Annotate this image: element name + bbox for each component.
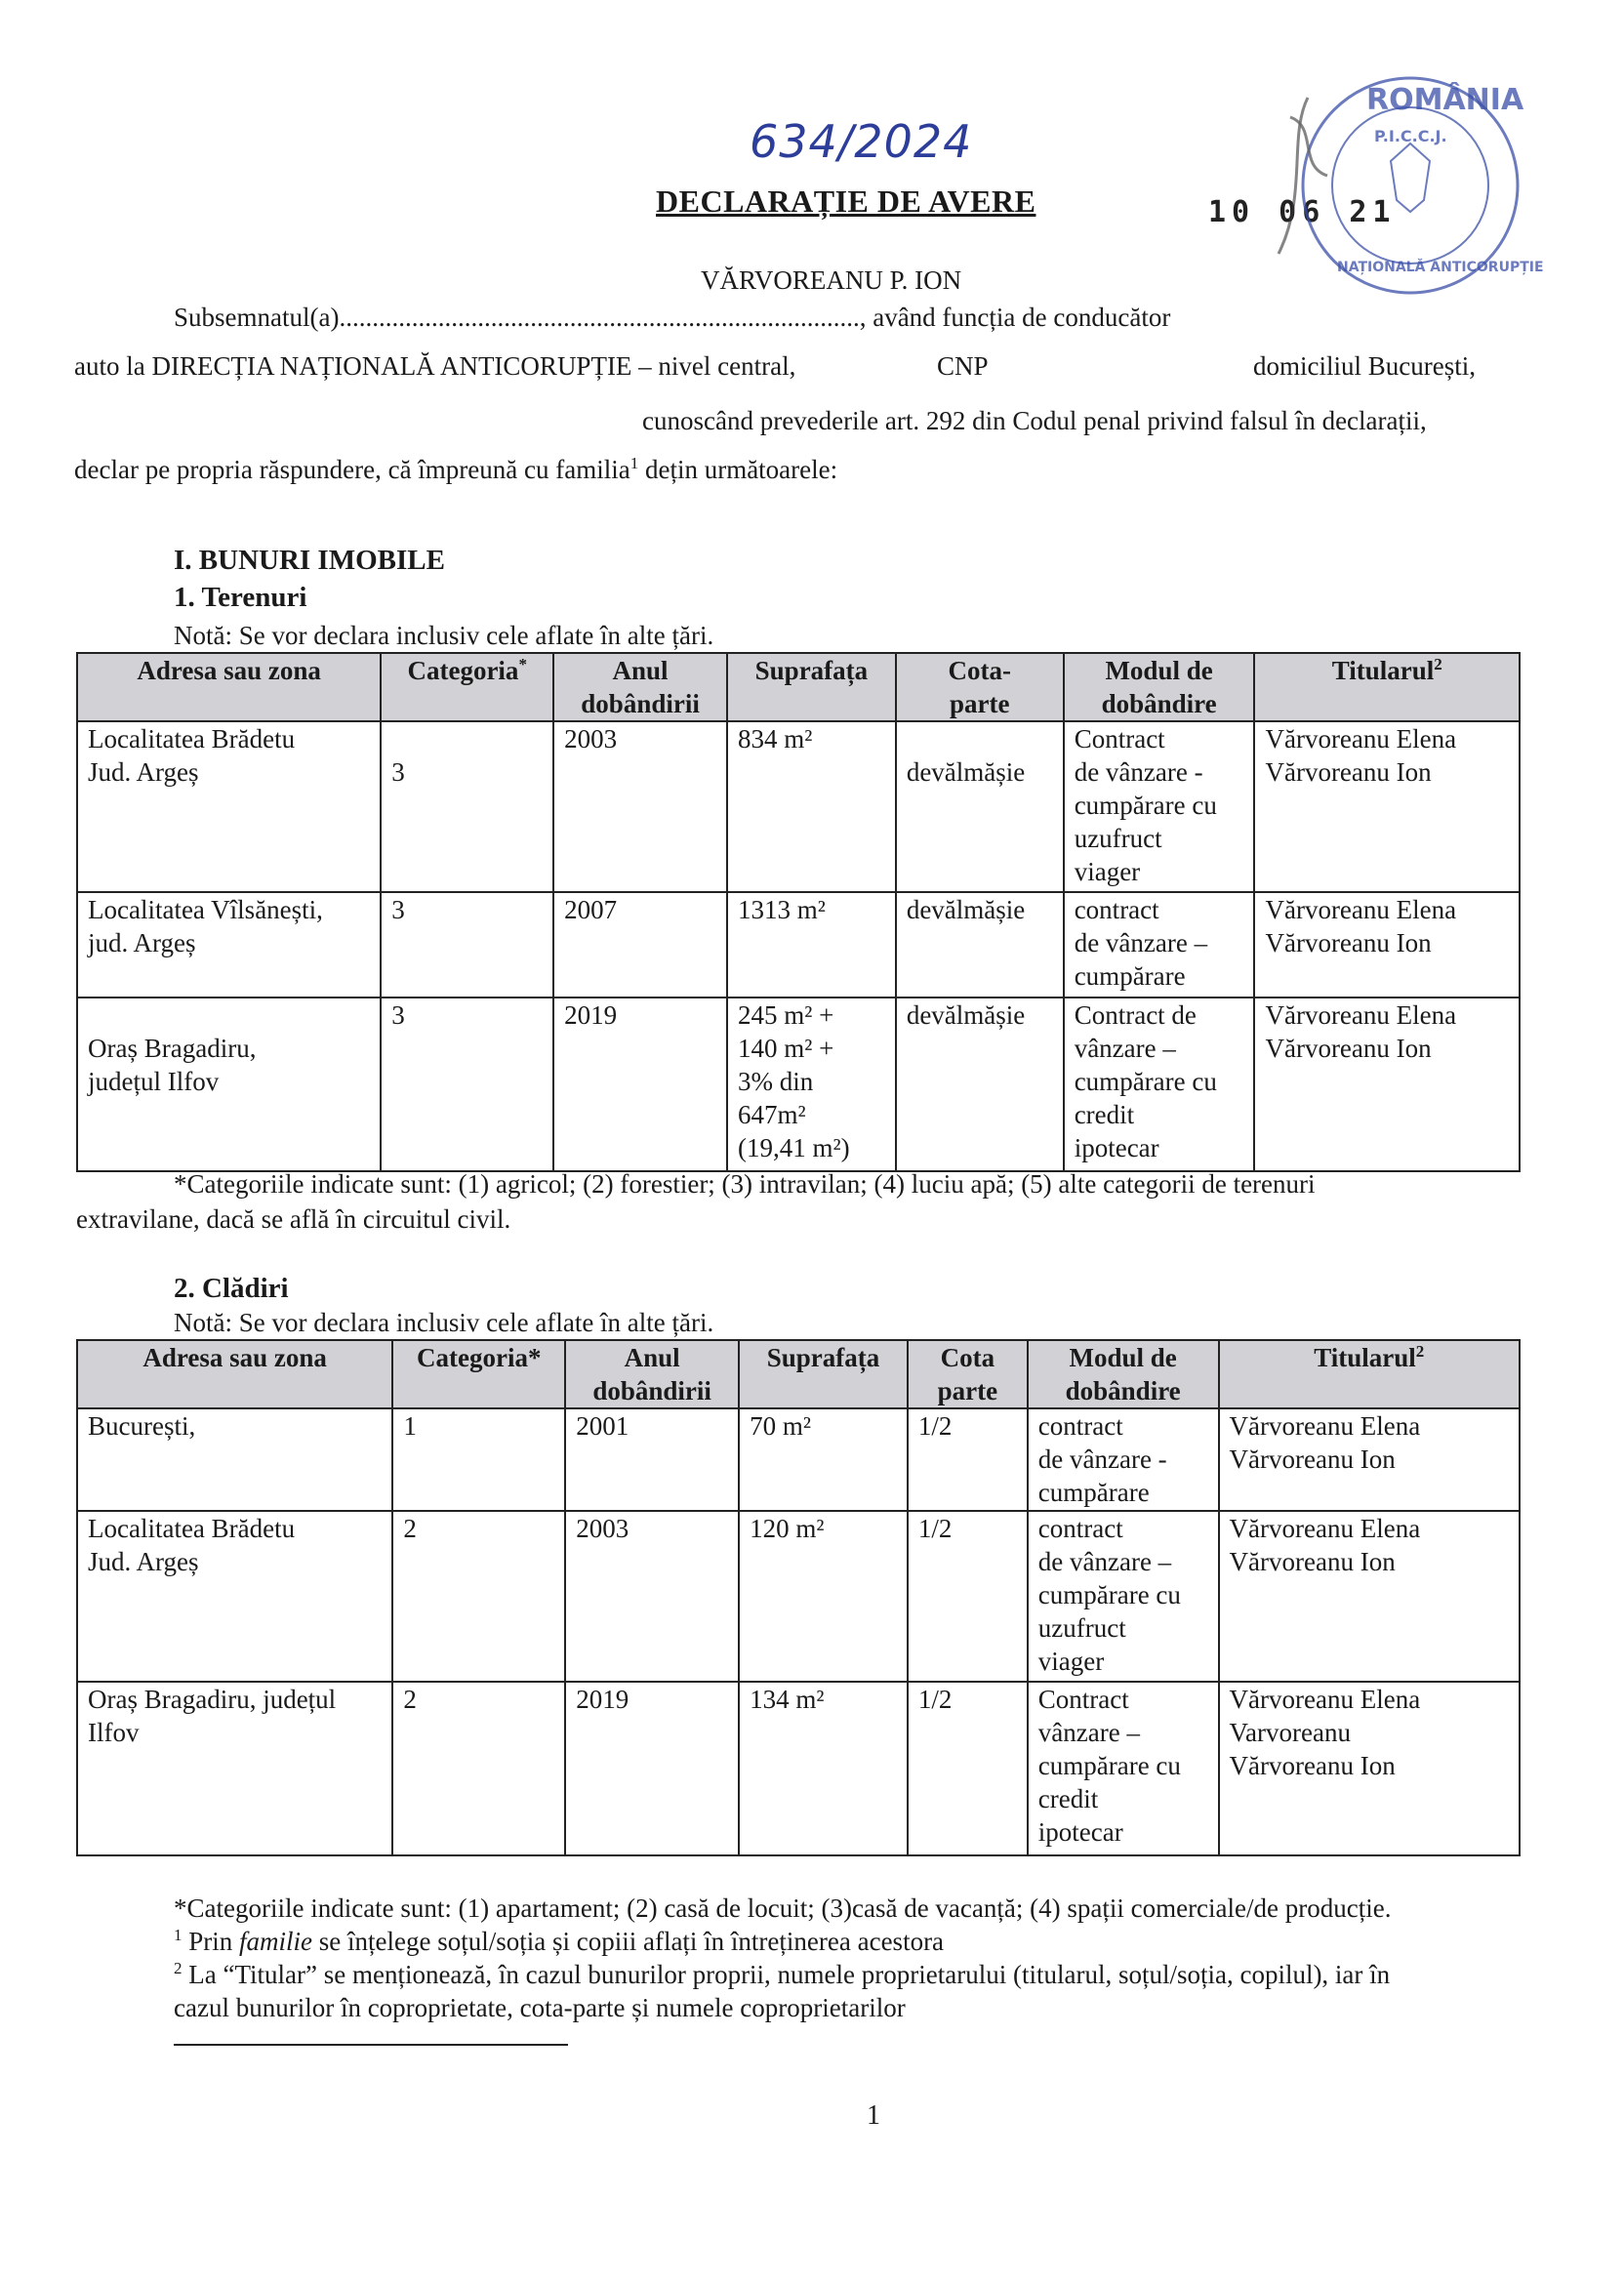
table-cell: contract de vânzare – cumpărare cu uzufruct viager xyxy=(1028,1511,1219,1682)
column-header xyxy=(381,653,553,721)
column-header xyxy=(77,1340,392,1408)
function-text: , având funcția de conducător xyxy=(859,303,1171,332)
table-cell: 134 m² xyxy=(739,1682,908,1855)
column-header-text: Cota parte xyxy=(937,1343,998,1405)
intro-line-2b: CNP xyxy=(937,351,989,381)
table-cell: 3 xyxy=(381,721,553,892)
column-header xyxy=(739,1340,908,1408)
footnote-1-b: se înțelege soțul/soția și copiii aflați în întreținerea acestora xyxy=(312,1927,945,1956)
intro-line-3: cunoscând prevederile art. 292 din Codul penal privind falsul în declarații, xyxy=(642,406,1427,435)
note-terenuri: Notă: Se vor declara inclusiv cele aflate în alte țări. xyxy=(174,621,714,650)
stamp-date: 10 06 21 xyxy=(1208,195,1397,229)
intro-line-4-b: dețin următoarele: xyxy=(638,455,838,484)
column-header-text: Cota- parte xyxy=(948,656,1011,718)
column-header xyxy=(896,653,1064,721)
column-header xyxy=(727,653,896,721)
table-terenuri xyxy=(76,652,1521,1172)
table-cell: devălmășie xyxy=(896,892,1064,998)
footnote-marker: 2 xyxy=(1434,655,1442,673)
table-cell: 245 m² + 140 m² + 3% din 647m² (19,41 m²) xyxy=(727,998,896,1171)
table-cell: contract de vânzare – cumpărare xyxy=(1064,892,1255,998)
column-header-text: Categoria* xyxy=(417,1343,542,1372)
table-cell: 2001 xyxy=(565,1408,739,1511)
table-cell: Oraș Bragadiru, județul Ilfov xyxy=(77,1682,392,1855)
subsection-terenuri: 1. Terenuri xyxy=(174,582,307,613)
declarant-name: VĂRVOREANU P. ION xyxy=(701,265,962,295)
column-header-text: Adresa sau zona xyxy=(137,656,321,685)
section-title: I. BUNURI IMOBILE xyxy=(174,545,445,576)
column-header xyxy=(908,1340,1028,1408)
footnote-2-line-2: cazul bunurilor în coproprietate, cota-parte și numele coproprietarilor xyxy=(174,1993,906,2022)
table-row xyxy=(77,1511,1520,1682)
table-cell: 2019 xyxy=(565,1682,739,1855)
table-row xyxy=(77,892,1520,998)
table-cladiri xyxy=(76,1339,1521,1856)
table-cell: Localitatea Brădetu Jud. Argeș xyxy=(77,721,381,892)
column-header-text: Anul dobândirii xyxy=(581,656,700,718)
document-title: DECLARAȚIE DE AVERE xyxy=(656,183,1036,219)
column-header xyxy=(565,1340,739,1408)
table-cell: contract de vânzare - cumpărare xyxy=(1028,1408,1219,1511)
column-header-text: Titularul xyxy=(1314,1343,1416,1372)
column-header xyxy=(1254,653,1520,721)
table-cell: 2019 xyxy=(553,998,727,1171)
footnote-marker: * xyxy=(518,655,527,673)
table-cell: Vărvoreanu Elena Vărvoreanu Ion xyxy=(1219,1408,1520,1511)
seal-text-bottom: NAȚIONALĂ ANTICORUPȚIE xyxy=(1337,260,1544,275)
table-cell: 2007 xyxy=(553,892,727,998)
table-cell: 1 xyxy=(392,1408,565,1511)
note-cladiri: Notă: Se vor declara inclusiv cele aflate în alte țări. xyxy=(174,1308,714,1337)
column-header xyxy=(553,653,727,721)
page-number: 1 xyxy=(867,2100,880,2131)
table-cell: 2 xyxy=(392,1682,565,1855)
table-cell: 120 m² xyxy=(739,1511,908,1682)
table-cell: 834 m² xyxy=(727,721,896,892)
table-header-row xyxy=(77,653,1520,721)
footnote-1-em: familie xyxy=(239,1927,313,1956)
table-cell: Localitatea Brădetu Jud. Argeș xyxy=(77,1511,392,1682)
column-header-text: Anul dobândirii xyxy=(592,1343,711,1405)
footnote-divider xyxy=(174,2044,568,2046)
footnote-categories-land-2: extravilane, dacă se află în circuitul civil. xyxy=(76,1204,511,1234)
table-cell: 2 xyxy=(392,1511,565,1682)
table-cell: 3 xyxy=(381,998,553,1171)
table-cell: 1313 m² xyxy=(727,892,896,998)
column-header-text: Adresa sau zona xyxy=(142,1343,327,1372)
column-header-text: Suprafața xyxy=(766,1343,880,1372)
official-seal-icon xyxy=(1269,59,1591,312)
table-cell: 1/2 xyxy=(908,1682,1028,1855)
footnote-1-a: Prin xyxy=(182,1927,240,1956)
seal-text-inner: P.I.C.C.J. xyxy=(1374,127,1447,145)
column-header-text: Categoria xyxy=(407,656,519,685)
column-header-text: Modul de dobândire xyxy=(1101,656,1217,718)
table-cell: 1/2 xyxy=(908,1511,1028,1682)
table-cell: Contract vânzare – cumpărare cu credit ipotecar xyxy=(1028,1682,1219,1855)
footnote-categories-land-1: *Categoriile indicate sunt: (1) agricol; (2) forestier; (3) intravilan; (4) luciu apă; (5) alte categorii de terenuri xyxy=(174,1169,1316,1199)
column-header xyxy=(77,653,381,721)
table-cell: 2003 xyxy=(553,721,727,892)
table-cell: 70 m² xyxy=(739,1408,908,1511)
footnote-2-line-1 xyxy=(174,1958,1390,1992)
column-header xyxy=(1219,1340,1520,1408)
table-header-row xyxy=(77,1340,1520,1408)
column-header xyxy=(1028,1340,1219,1408)
column-header-text: Suprafața xyxy=(754,656,869,685)
footnote-1 xyxy=(174,1925,944,1959)
name-dots: ............................................................................... xyxy=(339,303,860,332)
table-cell: Vărvoreanu Elena Vărvoreanu Ion xyxy=(1219,1511,1520,1682)
intro-line-4-a: declar pe propria răspundere, că împreună cu familia xyxy=(74,455,630,484)
footnote-ref-1: 1 xyxy=(629,454,639,472)
column-header xyxy=(392,1340,565,1408)
table-row xyxy=(77,721,1520,892)
table-row xyxy=(77,1682,1520,1855)
table-cell: devălmășie xyxy=(896,998,1064,1171)
table-cell: București, xyxy=(77,1408,392,1511)
table-cell: Vărvoreanu Elena Varvoreanu Vărvoreanu Ion xyxy=(1219,1682,1520,1855)
table-cell: devălmășie xyxy=(896,721,1064,892)
footnote-2-text: La “Titular” se menționează, în cazul bunurilor proprii, numele proprietarului (titularul, soțul/soția, copilul), iar în xyxy=(182,1960,1391,1989)
intro-line-4 xyxy=(74,453,837,487)
column-header-text: Modul de dobândire xyxy=(1065,1343,1181,1405)
subsemnatul-label: Subsemnatul(a) xyxy=(174,303,340,332)
table-cell: Vărvoreanu Elena Vărvoreanu Ion xyxy=(1254,998,1520,1171)
column-header-text: Titularul xyxy=(1331,656,1435,685)
table-cell: 1/2 xyxy=(908,1408,1028,1511)
intro-line-1 xyxy=(174,301,1170,335)
intro-line-2c: domiciliul București, xyxy=(1253,351,1476,381)
table-cell: Vărvoreanu Elena Vărvoreanu Ion xyxy=(1254,721,1520,892)
footnote-2-marker: 2 xyxy=(174,1959,183,1977)
seal-text-top: ROMÂNIA xyxy=(1366,83,1524,117)
subsection-cladiri: 2. Clădiri xyxy=(174,1273,289,1304)
footnote-categories-buildings: *Categoriile indicate sunt: (1) apartament; (2) casă de locuit; (3)casă de vacanță; (4) spații comerciale/de producție. xyxy=(174,1893,1392,1923)
footnote-1-marker: 1 xyxy=(174,1926,183,1944)
table-row xyxy=(77,998,1520,1171)
table-cell: Contract de vânzare – cumpărare cu credit ipotecar xyxy=(1064,998,1255,1171)
column-header xyxy=(1064,653,1255,721)
footnote-marker: 2 xyxy=(1415,1342,1425,1361)
registration-number: 634/2024 xyxy=(750,115,973,168)
table-row xyxy=(77,1408,1520,1511)
table-cell: 3 xyxy=(381,892,553,998)
intro-line-2a: auto la DIRECȚIA NAȚIONALĂ ANTICORUPȚIE – nivel central, xyxy=(74,351,796,381)
table-cell: Contract de vânzare - cumpărare cu uzufruct viager xyxy=(1064,721,1255,892)
table-cell: Localitatea Vîlsănești, jud. Argeș xyxy=(77,892,381,998)
table-cell: 2003 xyxy=(565,1511,739,1682)
table-cell: Vărvoreanu Elena Vărvoreanu Ion xyxy=(1254,892,1520,998)
table-cell: Oraș Bragadiru, județul Ilfov xyxy=(77,998,381,1171)
